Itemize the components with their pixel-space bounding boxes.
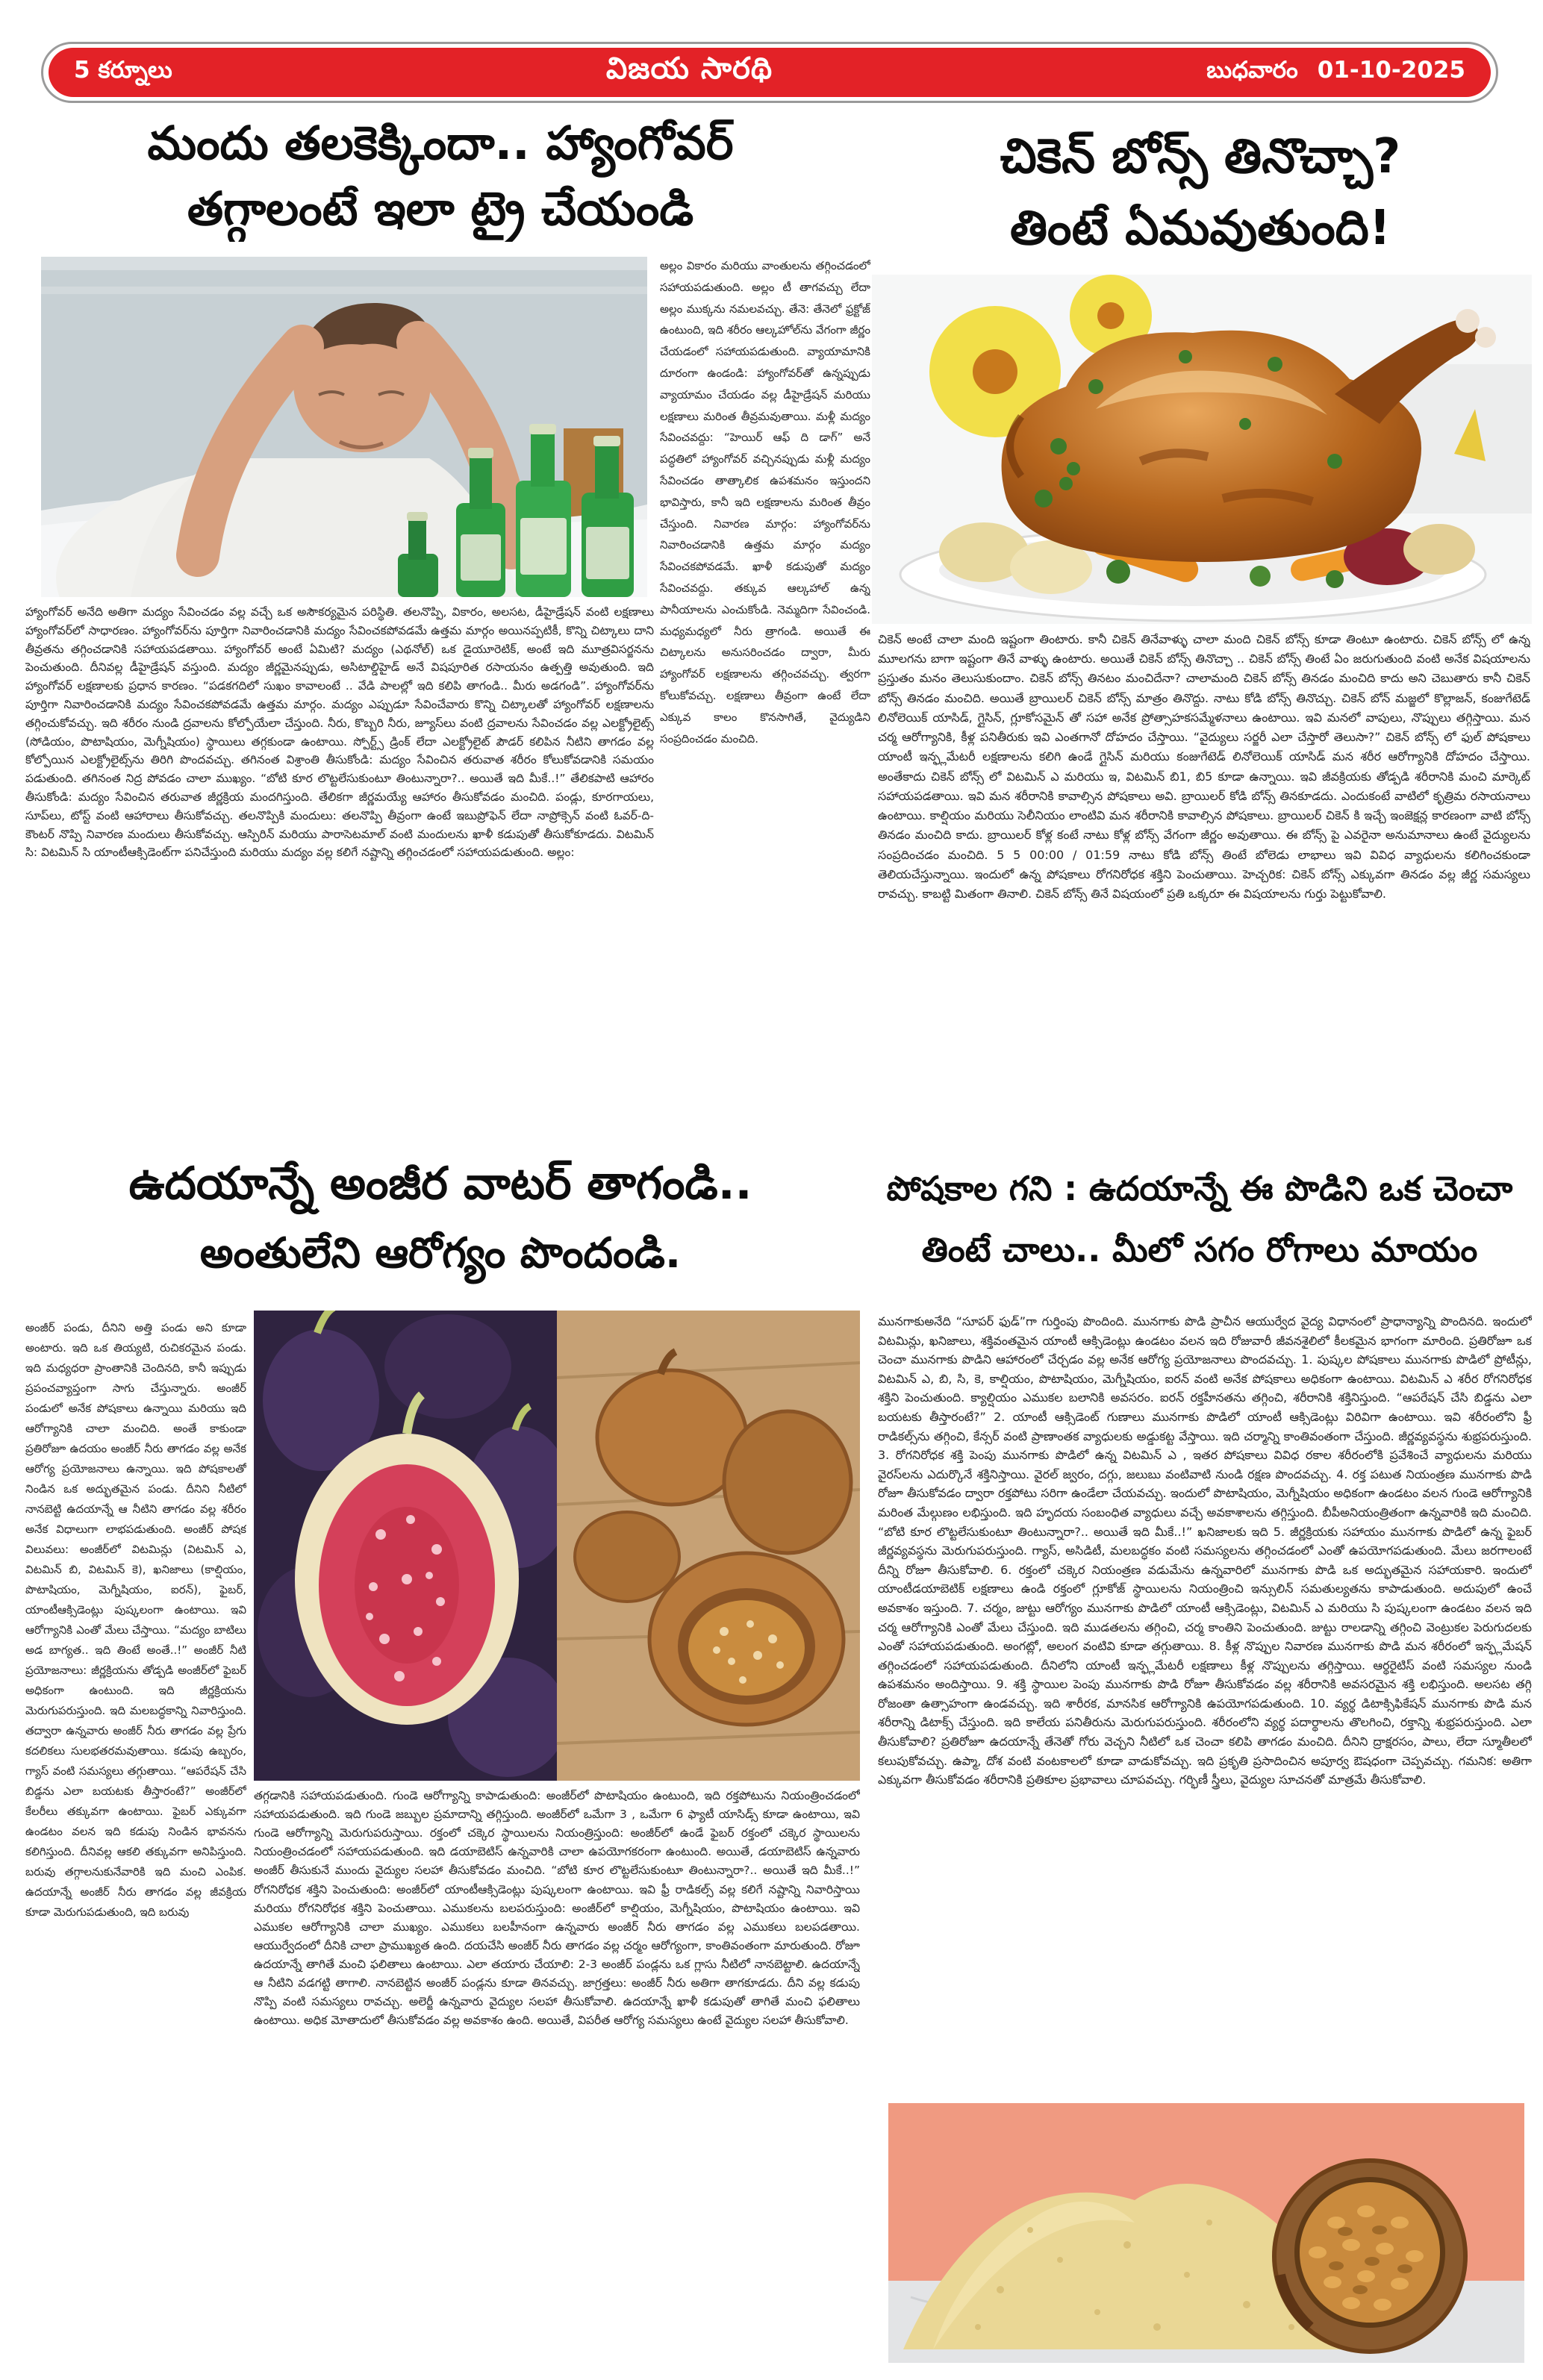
chicken-headline: [867, 121, 1533, 264]
date-value: 01-10-2025: [1317, 56, 1465, 84]
fenugreek-photo: [888, 2103, 1524, 2363]
figs-bottom-text: తగ్గడానికి సహాయపడుతుంది. గుండె ఆరోగ్యాన్ని కాపాడుతుంది: అంజీర్‌లో పొటాషియం ఉంటుంది, ఇది రక్తపోటును నియంత్రించడంలో సహాయపడుతుంది. ఇది గుండె జబ్బుల ప్రమాదాన్ని తగ్గిస్తుంది. అంజీర్‌లో ఒమేగా 3 , ఒమేగా 6 ఫ్యాటీ యాసిడ్స్ కూడా ఉంటాయి, ఇవి గుండె ఆరోగ్యాన్ని మెరుగుపరుస్తాయి. రక్తంలో చక్కెర స్థాయిలను నియంత్రిస్తుంది: అంజీర్‌లో ఉండే ఫైబర్ రక్తంలో చక్కెర స్థాయిలను నియంత్రించడంలో సహాయపడుతుంది. ఇది డయాబెటిస్ ఉన్నవారికి చాలా ఉపయోగకరంగా ఉంటుంది. అయితే, డయాబెటిస్ ఉన్నవారు అంజీర్ తీసుకునే ముందు వైద్యుల సలహా తీసుకోవడం మంచిది. “బోటి కూర లొట్టలేసుకుంటూ తింటున్నారా?.. అయితే ఇది మీకే..!” రోగనిరోధక శక్తిని పెంచుతుంది: అంజీర్‌లో యాంటీఆక్సిడెంట్లు పుష్కలంగా ఉంటాయి. ఇవి ఫ్రీ రాడికల్స్ వల్ల కలిగే నష్టాన్ని నివారిస్తాయి మరియు రోగనిరోధక శక్తిని పెంచుతాయి. ఎముకలను బలపరుస్తుంది: అంజీర్‌లో కాల్షియం, మెగ్నీషియం, పొటాషియం ఉంటాయి. ఇవి ఎముకల ఆరోగ్యానికి చాలా ముఖ్యం. ఎముకలు బలహీనంగా ఉన్నవారు అంజీర్ నీరు తాగడం వల్ల ఎముకలు బలపడతాయి. ఆయుర్వేదంలో దీనికి చాలా ప్రాముఖ్యత ఉంది. దయచేసి అంజీర్ నీరు తాగడం వల్ల చర్మం ఆరోగ్యంగా, కాంతివంతంగా మారుతుంది. రోజూ ఉదయాన్నే తాగితే మంచి ఫలితాలు ఉంటాయి. ఎలా తయారు చేయాలి: 2-3 అంజీర్ పండ్లను ఒక గ్లాసు నీటిలో నానబెట్టాలి. ఉదయాన్నే ఆ నీటిని వడగట్టి తాగాలి. నానబెట్టిన అంజీర్ పండ్లను కూడా తినవచ్చు. జాగ్రత్తలు: అంజీర్ నీరు అతిగా తాగకూడదు. దీని వల్ల కడుపు నొప్పి వంటి సమస్యలు రావచ్చు. అలెర్జీ ఉన్నవారు వైద్యుల సలహా తీసుకోవాలి. ఉదయాన్నే ఖాళీ కడుపుతో తాగితే మంచి ఫలితాలు ఉంటాయి. అధిక మోతాదులో తీసుకోవడం వల్ల అవకాశం ఉంది. అయితే, విపరీత ఆరోగ్య సమస్యలు ఉంటే వైద్యుల సలహా తీసుకోవాలి.: [254, 1789, 860, 2028]
masthead: [41, 42, 1498, 103]
hangover-headline-line1: మందు తలకెక్కిందా.. హ్యాంగోవర్: [147, 116, 734, 170]
figs-headline-line2: అంతులేని ఆరోగ్యం పొందండి.: [199, 1229, 682, 1278]
moringa-headline: [864, 1158, 1535, 1281]
masthead-bar: [49, 48, 1491, 97]
figs-photo-illustration: [254, 1311, 860, 1781]
chicken-body-text: చికెన్ అంటే చాలా మంది ఇష్టంగా తింటారు. కానీ చికెన్ తినేవాళ్ళు చాలా మంది చికెన్ బోన్స్ కూడా తింటూ ఉంటారు. చికెన్ బోన్స్ లో ఉన్న మూలగను బాగా ఇష్టంగా తినే వాళ్ళు ఉంటారు. అయితే చికెన్ బోన్స్ తినొచ్చా .. చికెన్ బోన్స్ తింటే ఏం జరుగుతుంది వంటి అనేక విషయాలను ప్రస్తుతం మనం తెలుసుకుందాం. చికెన్ బోన్స్ తినటం మంచిదేనా? చాలామంది చికెన్ బోన్స్ తినడం మంచిది కాదు అని చెబుతారు కానీ చికెన్ బోన్స్ తినడం మంచిది. అయితే బ్రాయిలర్ చికెన్ బోన్స్ మాత్రం తినొద్దు. నాటు కోడి బోన్స్ తినొచ్చు. చికెన్ బోన్ మజ్జలో కొల్లాజన్, కంజుగేటెడ్ లినోలెయిక్ యాసిడ్, గ్లైసిన్, గ్లూకోసమైన్ తో సహా అనేక ప్రోత్సాహకసమ్మేళనాలు ఉంటాయి. ఇవి మనలో వాపులు, నొప్పులు తగ్గిస్తాయి. మన చర్మ ఆరోగ్యానికి, కీళ్ల పనితీరుకు ఇవి ఎంతగానో దోహదం చేస్తాయి. “వైద్యులు సర్జరీ ఎలా చేస్తారో తెలుసా?” చికెన్ బోన్స్ లో ఫుల్ పోషకాలు యాంటీ ఇన్ఫ్లమేటరీ లక్షణాలను కలిగి ఉండే గ్లైసిన్ మరియు కంజుగేటెడ్ లినోలెయిక్ యాసిడ్ మన శరీర ఆరోగ్యానికి దోహదం చేస్తాయి. అంతేకాదు చికెన్ బోన్స్ లో విటమిన్ ఎ మరియు ఇ, విటమిన్ బి1, బి5 కూడా ఉన్నాయి. ఇవి జీవక్రియకు తోడ్పడి శరీరానికి మంచి మార్కెట్ సహాయపడతాయి. ఇవి మన శరీరానికి కావాల్సిన పోషకాలు అవి. బ్రాయిలర్ కోడి బోన్స్ తినకూడదు. ఎందుకంటే వాటిలో కృత్రిమ రసాయనాలు ఉంటాయి. కాల్షియం మరియు సెలీనియం లాంటివి మన శరీరానికి కావాల్సిన పోషకాలు. బ్రాయిలర్ చికెన్ కి ఇచ్చే ఇంజెక్షన్ల కారణంగా వాటి బోన్స్ తినడం మంచిది కాదు. బ్రాయిలర్ కోళ్ల కంటే నాటు కోళ్ల బోన్స్ వేగంగా జీర్ణం అవుతాయి. ఈ బోన్స్ పై ఎవరైనా అనుమానాలు ఉంటే వైద్యులను సంప్రదించడం మంచిది. 5 5 00:00 / 01:59 నాటు కోడి బోన్స్ తింటే బోలెడు లాభాలు ఇవి వివిధ వ్యాధులను కలిగించకుండా తెలియచేస్తున్నాయి. ఇందులో ఉన్న పోషకాలు రోగనిరోధక శక్తిని పెంచుతాయి. హెచ్చరిక: చికెన్ బోన్స్ ఎక్కువగా తినడం వల్ల జీర్ణ సమస్యలు రావచ్చు. కాబట్టి మితంగా తినాలి. చికెన్ బోన్స్ తినే విషయంలో ప్రతి ఒక్కరూ ఈ విషయాలను గుర్తు పెట్టుకోవాలి.: [878, 632, 1530, 902]
figs-headline-line1: ఉదయాన్నే అంజీర వాటర్ తాగండి..: [128, 1158, 752, 1210]
date-label: [1206, 57, 1465, 89]
hangover-body-text: హ్యాంగోవర్ అనేది అతిగా మద్యం సేవించడం వల్ల వచ్చే ఒక అసౌకర్యమైన పరిస్థితి. తలనొప్పి, వికారం, అలసట, డీహైడ్రేషన్ వంటి లక్షణాలు హ్యాంగోవర్‌లో సాధారణం. హ్యాంగోవర్‌ను పూర్తిగా నివారించడానికి మద్యం సేవించకపోవడమే ఉత్తమ మార్గం అయినప్పటికీ, కొన్ని చిట్కాలు దాని తీవ్రతను తగ్గించడానికి సహాయపడతాయి. హ్యాంగోవర్ అంటే ఏమిటి? మద్యం (ఎథనోల్) ఒక డైయూరెటిక్, అంటే ఇది మూత్రవిసర్జనను పెంచుతుంది. దీనివల్ల డీహైడ్రేషన్ వస్తుంది. మద్యం జీర్ణమైనప్పుడు, అసిటాల్డిహైడ్ అనే విషపూరిత రసాయనం ఉత్పత్తి అవుతుంది. ఇది హ్యాంగోవర్ లక్షణాలకు ప్రధాన కారణం. “పడకగదిలో సుఖం కావాలంటే .. వేడి పాలల్లో ఇది కలిపి తాగండి.. మీరు అడగండి”. హ్యాంగోవర్‌ను పూర్తిగా నివారించడానికి మద్యం సేవించకపోవడమే ఉత్తమ మార్గం. మద్యం ఎప్పుడూ సేవించేవారు కొన్ని చిట్కాలతో హ్యాంగోవర్ లక్షణాలను తగ్గించుకోవచ్చు. ఇది శరీరం నుండి ద్రవాలను కోల్పోయేలా చేస్తుంది. నీరు, కొబ్బరి నీరు, జ్యూస్‌లు వంటి ద్రవాలను సేవించడం వల్ల ఎలక్ట్రోలైట్స్ (సోడియం, పొటాషియం, మెగ్నీషియం) స్థాయిలు తగ్గకుండా ఉంటాయి. స్పోర్ట్స్ డ్రింక్ లేదా ఎలక్ట్రోలైట్ పౌడర్ కలిపిన నీటిని తాగడం వల్ల కోల్పోయిన ఎలక్ట్రోలైట్స్‌ను తిరిగి పొందవచ్చు. తగినంత విశ్రాంతి తీసుకోండి: మద్యం సేవించిన తరువాత శరీరం కోలుకోవడానికి సమయం పడుతుంది. తగినంత నిద్ర పోవడం చాలా ముఖ్యం. “బోటి కూర లొట్టలేసుకుంటూ తింటున్నారా?.. అయితే ఇది మీకే..!” తేలికపాటి ఆహారం తీసుకోండి: మద్యం సేవించిన తరువాత జీర్ణక్రియ మందగిస్తుంది. తేలికగా జీర్ణమయ్యే ఆహారం తీసుకోవడం మంచిది. పండ్లు, కూరగాయలు, సూప్‌లు, టోస్ట్ వంటి ఆహారాలు తీసుకోవచ్చు. తలనొప్పికి మందులు: తలనొప్పి తీవ్రంగా ఉంటే ఇబుప్రోఫెన్ లేదా నాప్రోక్సెన్ వంటి ఓవర్-ది-కౌంటర్ నొప్పి నివారణ మందులు తీసుకోవచ్చు. ఆస్పిరిన్ మరియు పారాసెటమాల్ వంటి మందులను ఖాళీ కడుపుతో తీసుకోకూడదు. విటమిన్ సి: విటమిన్ సి యాంటీఆక్సిడెంట్‌గా పనిచేస్తుంది మరియు మద్యం వల్ల కలిగే నష్టాన్ని తగ్గించడంలో సహాయపడుతుంది. అల్లం:: [25, 605, 654, 860]
hangover-side-column: అల్లం వికారం మరియు వాంతులను తగ్గించడంలో సహాయపడుతుంది. అల్లం టీ తాగవచ్చు లేదా అల్లం ముక్కను నమలవచ్చు. తేనె: తేనెలో ఫ్రక్టోజ్ ఉంటుంది, ఇది శరీరం ఆల్కహోల్‌ను వేగంగా జీర్ణం చేయడంలో సహాయపడుతుంది. వ్యాయామానికి దూరంగా ఉండండి: హ్యాంగోవర్‌తో ఉన్నప్పుడు వ్యాయామం చేయడం వల్ల డీహైడ్రేషన్ మరియు లక్షణాలు మరింత తీవ్రమవుతాయి. మళ్లీ మద్యం సేవించవద్దు: “హెయిర్ ఆఫ్ ది డాగ్” అనే పద్ధతిలో హ్యాంగోవర్ వచ్చినప్పుడు మళ్లీ మద్యం సేవించడం తాత్కాలిక ఉపశమనం ఇస్తుందని భావిస్తారు, కానీ ఇది లక్షణాలను మరింత తీవ్రం చేస్తుంది. నివారణ మార్గం: హ్యాంగోవర్‌ను నివారించడానికి ఉత్తమ మార్గం మద్యం సేవించకపోవడమే. ఖాళీ కడుపుతో మద్యం సేవించవద్దు. తక్కువ ఆల్కహాల్ ఉన్న పానీయాలను ఎంచుకోండి. నెమ్మదిగా సేవించండి. మధ్యమధ్యలో నీరు త్రాగండి. అయితే ఈ చిట్కాలను అనుసరించడం ద్వారా, మీరు హ్యాంగోవర్ లక్షణాలను తగ్గించవచ్చు. త్వరగా కోలుకోవచ్చు. లక్షణాలు తీవ్రంగా ఉంటే లేదా ఎక్కువ కాలం కొనసాగితే, వైద్యుడిని సంప్రదించడం మంచిది.: [660, 259, 870, 746]
figs-headline: [21, 1148, 860, 1288]
chicken-photo: [872, 275, 1532, 624]
figs-photo: [254, 1311, 860, 1781]
moringa-headline-line2: తింటే చాలు.. మీలో సగం రోగాలు మాయం: [921, 1229, 1478, 1269]
chicken-headline-line1: చికెన్ బోన్స్ తినొచ్చా?: [1000, 129, 1401, 184]
hangover-photo: [41, 257, 647, 597]
figs-left-column: అంజీర్ పండు, దీనిని అత్తి పండు అని కూడా అంటారు. ఇది ఒక తియ్యటి, రుచికరమైన పండు. ఇది మధ్యధరా ప్రాంతానికి చెందినది, కానీ ఇప్పుడు ప్రపంచవ్యాప్తంగా సాగు చేస్తున్నారు. అంజీర్ పండులో అనేక పోషకాలు ఉన్నాయి మరియు ఇది ఆరోగ్యానికి చాలా మంచిది. అంతే కాకుండా ప్రతిరోజూ ఉదయం అంజీర్ నీరు తాగడం వల్ల అనేక ఆరోగ్య ప్రయోజనాలు ఉన్నాయి. ఇది పోషకాలతో నిండిన ఒక అద్భుతమైన పండు. దీనిని నీటిలో నానబెట్టి ఉదయాన్నే ఆ నీటిని తాగడం వల్ల శరీరం అనేక విధాలుగా లాభపడుతుంది. అంజీర్ పోషక విలువలు: అంజీర్‌లో విటమిన్లు (విటమిన్ ఎ, విటమిన్ బి, విటమిన్ కె), ఖనిజాలు (కాల్షియం, పొటాషియం, మెగ్నీషియం, ఐరన్), ఫైబర్, యాంటీఆక్సిడెంట్లు పుష్కలంగా ఉంటాయి. ఇవి ఆరోగ్యానికి ఎంతో మేలు చేస్తాయి. “మద్యం బాటిలు అడ బాగ్యత.. ఇది తింటే అంతే..!” అంజీర్ నీటి ప్రయోజనాలు: జీర్ణక్రియను తోడ్పడి అంజీర్‌లో ఫైబర్ అధికంగా ఉంటుంది. ఇది జీర్ణక్రియను మెరుగుపరుస్తుంది. ఇది మలబద్ధకాన్ని నివారిస్తుంది. తద్వారా ఉన్నవారు అంజీర్ నీరు తాగడం వల్ల ప్రేగు కదలికలు సులభతరమవుతాయి. కడుపు ఉబ్బరం, గ్యాస్ వంటి సమస్యలు తగ్గుతాయి. “ఆపరేషన్ చేసి బిడ్డను ఎలా బయటకు తీస్తారంటే?” అంజీర్‌లో కేలరీలు తక్కువగా ఉంటాయి. ఫైబర్ ఎక్కువగా ఉండటం వలన ఇది కడుపు నిండిన భావనను కలిగిస్తుంది. దీనివల్ల ఆకలి తక్కువగా అనిపిస్తుంది. బరువు తగ్గాలనుకునేవారికి ఇది మంచి ఎంపిక. ఉదయాన్నే అంజీర్ నీరు తాగడం వల్ల జీవక్రియ కూడా మెరుగుపడుతుంది, ఇది బరువు: [25, 1321, 246, 1919]
hangover-headline-line2: తగ్గాలంటే ఇలా ట్రై చేయండి: [187, 181, 694, 237]
hangover-photo-illustration: [41, 257, 647, 597]
moringa-body-text: మునగాకుఅనేది “సూపర్ ఫుడ్”గా గుర్తింపు పొందింది. మునగాకు పొడి ప్రాచీన ఆయుర్వేద వైద్య విధానంలో ప్రాధాన్యాన్ని పొందినది. ఇందులో విటమిన్లు, ఖనిజాలు, శక్తివంతమైన యాంటీ ఆక్సిడెంట్లు ఉండటం వలన ఇది రోజువారీ జీవనశైలిలో కీలకమైన భాగంగా మారింది. ప్రతిరోజూ ఒక చెంచా మునగాకు పొడిని ఆహారంలో చేర్చడం వల్ల అనేక ఆరోగ్య ప్రయోజనాలు పొందవచ్చు. 1. పుష్కల పోషకాలు మునగాకు పొడిలో ప్రోటీన్లు, విటమిన్ ఎ, బి, సి, కె, కాల్షియం, పొటాషియం, మెగ్నీషియం, ఐరన్ వంటి అనేక పోషకాలు అధికంగా ఉంటాయి. విటమిన్ ఎ శరీర రోగనిరోధక శక్తిని పెంచుతుంది. క్యాల్షియం ఎముకల బలానికి అవసరం. ఐరన్ రక్తహీనతను తగ్గించి, శరీరానికి శక్తినిస్తుంది. “ఆపరేషన్ చేసి బిడ్డను ఎలా బయటకు తీస్తారంటే?” 2. యాంటీ ఆక్సిడెంట్ గుణాలు మునగాకు పొడిలో యాంటీ ఆక్సిడెంట్లు విరివిగా ఉంటాయి. ఇవి శరీరంలోని ఫ్రీ రాడికల్స్‌ను తగ్గించి, కేన్సర్ వంటి ప్రాణాంతక వ్యాధులకు అడ్డుకట్ట వేస్తాయి. ఇది చర్మాన్ని కాంతివంతంగా చేస్తుంది. జీర్ణవ్యవస్థను శుభ్రపరుస్తుంది. 3. రోగనిరోధక శక్తి పెంపు మునగాకు పొడిలో ఉన్న విటమిన్ ఎ , ఇతర పోషకాలు వివిధ రకాల శరీరంలోకి ప్రవేశించే వ్యాధులను మరియు వైరస్‌లను ఎదుర్కొనే శక్తినిస్తాయి. వైరల్ జ్వరం, దగ్గు, జలుబు వంటివాటి నుండి రక్షణ పొందవచ్చు. 4. రక్త పటుత నియంత్రణ మునగాకు పొడి రోజూ తీసుకోవడం ద్వారా రక్తపోటు సరిగా ఉండేలా చేయవచ్చు. ఇందులో పొటాషియం, మెగ్నీషియం అధికంగా ఉండటం వలన గుండె ఆరోగ్యానికి మరింత మేల్గుణం లభిస్తుంది. ఇది హృదయ సంబంధిత వ్యాధులు వచ్చే అవకాశాలను తగ్గిస్తుంది. బీపీఅనియంత్రితంగా ఉన్నవారికి ఇది మంచిది. “బోటి కూర లొట్టలేసుకుంటూ తింటున్నారా?.. అయితే ఇది మీకే..!” ఖనిజాలకు ఇది 5. జీర్ణక్రియకు సహాయం మునగాకు పొడిలో ఉన్న ఫైబర్ జీర్ణవ్యవస్థను మెరుగుపరుస్తుంది. గ్యాస్, అసిడిటీ, మలబద్ధకం వంటి సమస్యలను తగ్గించడంలో ఎంతో ఉపయోగపడుతుంది. మేలు జరగాలంటే దీన్ని రోజూ తీసుకోవాలి. 6. రక్తంలో చక్కెర నియంత్రణ వడుమేను ఉన్నవారిలో మునగాకు పొడి ఒక అద్భుతమైన సహాయకారి. ఇందులో యాంటీడయాబెటిక్ లక్షణాలు ఉండి రక్తంలో గ్లూకోజ్ స్థాయిలను నియంత్రించి ఇన్సులిన్ సమతుల్యతను కాపాడుతుంది. అదుపులో ఉంచే అవకాశం ఇస్తుంది. 7. చర్మం, జుట్టు ఆరోగ్యం మునగాకు పొడిలో యాంటీ ఆక్సిడెంట్లు, విటమిన్ ఎ మరియు సి పుష్కలంగా ఉండటం వలన ఇది చర్మ ఆరోగ్యానికి ఎంతో మేలు చేస్తుంది. ఇది ముడతలను తగ్గించి, చర్మ కాంతిని పెంచుతుంది. జుట్టు రాలడాన్ని తగ్గించి వెంట్రుకల పెరుగుదలకు ఎంతో సహాయపడుతుంది. అంగట్లో, అలంగ వంటివి కూడా తగ్గుతాయి. 8. కీళ్ల నొప్పుల నివారణ మునగాకు పొడి మన శరీరంలో ఇన్ఫ్లమేషన్ తగ్గించడంలో సహాయపడుతుంది. దీనిలోని యాంటీ ఇన్ఫ్లమేటరీ లక్షణాలు కీళ్ల నొప్పులను తగ్గిస్తాయి. ఆర్థరైటిస్ వంటి సమస్యల నుండి ఉపశమనం అందిస్తాయి. 9. శక్తి స్థాయిల పెంపు మునగాకు పొడి రోజూ తీసుకోవడం వల్ల శరీరానికి అవసరమైన శక్తి లభిస్తుంది. అలసట తగ్గి రోజంతా ఉత్సాహంగా ఉండవచ్చు. ఇది శారీరక, మానసిక ఆరోగ్యానికి ఉపయోగపడుతుంది. 10. వ్యర్థ డిటాక్సిఫికేషన్ మునగాకు పొడి మన శరీరాన్ని డిటాక్స్ చేస్తుంది. ఇది కాలేయ పనితీరును మెరుగుపరుస్తుంది. శరీరంలోని వ్యర్థ పదార్థాలను తొలగించి, రక్తాన్ని శుభ్రపరుస్తుంది. ఎలా తీసుకోవాలి? ప్రతిరోజూ ఉదయాన్నే తేనెతో గోరు వెచ్చని నీటిలో ఒక చెంచా కలిపి తాగడం మంచిది. దీనిని ద్రాక్షరసం, పాలు, లేదా స్మూతీలలో కలుపుకోవచ్చు. ఉప్మా, దోశ వంటి వంటకాలలో కూడా వాడుకోవచ్చు. ఇది ప్రకృతి ప్రసాదించిన అపూర్వ ఔషధంగా చెప్పవచ్చు. గమనిక: అతిగా ఎక్కువగా తీసుకోవడం శరీరానికి ప్రతికూల ప్రభావాలు చూపవచ్చు. గర్భిణీ స్త్రీలు, వైద్యుల సూచనతో మాత్రమే తీసుకోవాలి.: [878, 1314, 1532, 1787]
moringa-headline-line1: పోషకాల గని : ఉదయాన్నే ఈ పొడిని ఒక చెంచా: [886, 1169, 1513, 1208]
hangover-headline: [21, 110, 860, 242]
newspaper-name: విజయ సారథి: [605, 51, 773, 86]
page-number-label: 5 కర్నూలు: [74, 56, 172, 84]
chicken-headline-line2: తింటే ఏమవుతుంది!: [1009, 201, 1391, 256]
chicken-photo-illustration: [872, 275, 1532, 624]
weekday-label: బుధవారం: [1206, 56, 1298, 84]
fenugreek-photo-illustration: [888, 2103, 1524, 2363]
